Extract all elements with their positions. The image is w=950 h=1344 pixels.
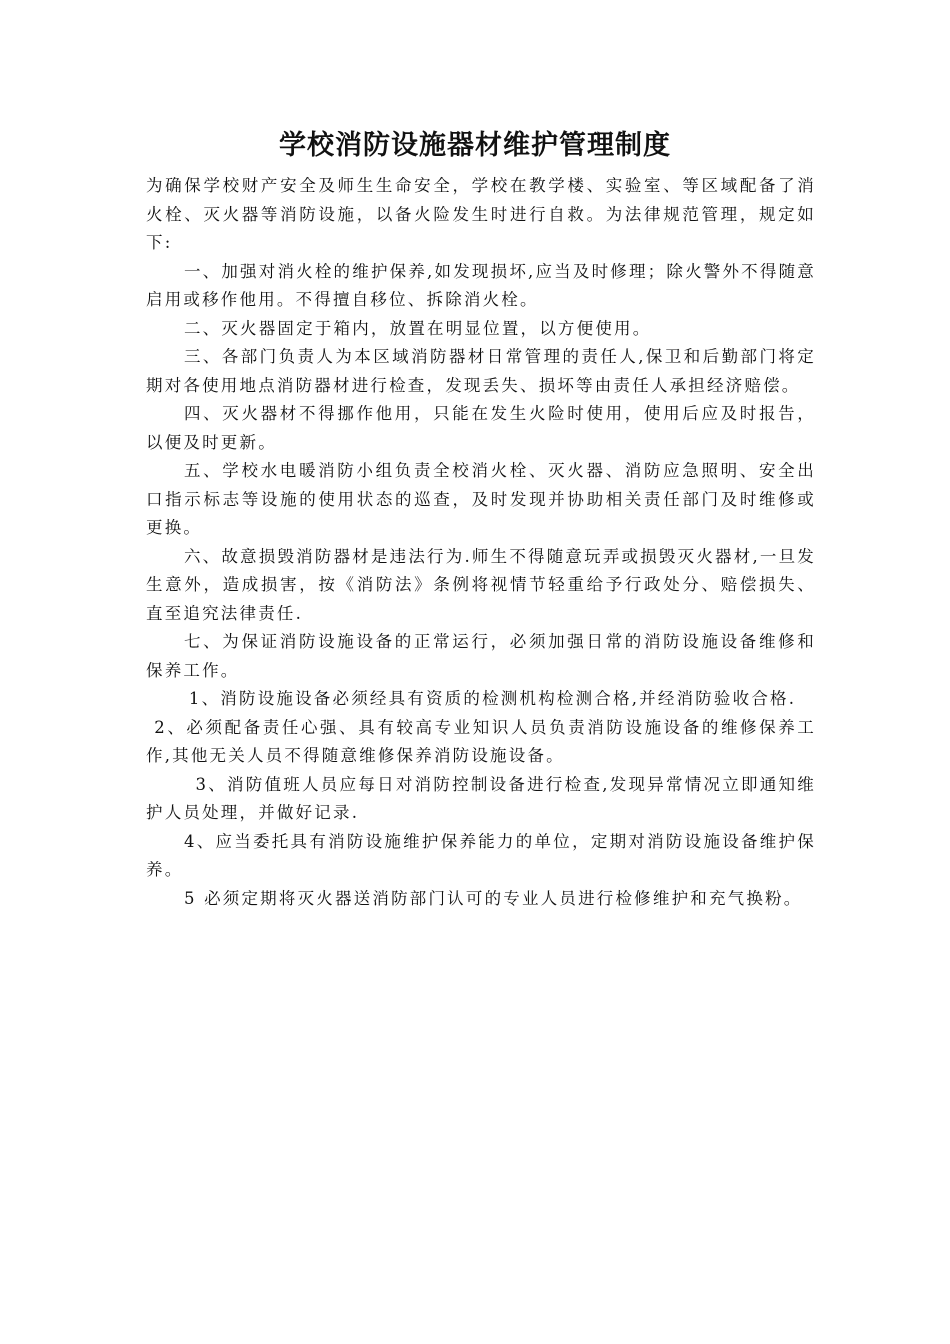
- sub-item-5: 5 必须定期将灭火器送消防部门认可的专业人员进行检修维护和充气换粉。: [183, 888, 803, 908]
- sub-item-3: 3、消防值班人员应每日对消防控制设备进行检查,发现异常情况立即通知维护人员处理，并做好记录.: [146, 774, 816, 822]
- rule-item-3: 三、各部门负责人为本区域消防器材日常管理的责任人,保卫和后勤部门将定期对各使用地点消防器材进行检查，发现丢失、损坏等由责任人承担经济赔偿。: [146, 347, 816, 395]
- document-body: [146, 172, 816, 913]
- rule-item-6: 六、故意损毁消防器材是违法行为.师生不得随意玩弄或损毁灭火器材,一旦发生意外，造成损害，按《消防法》条例将视情节轻重给予行政处分、赔偿损失、直至追究法律责任.: [146, 546, 816, 623]
- rule-item-2: 二、灭火器固定于箱内，放置在明显位置，以方便使用。: [183, 318, 652, 338]
- rule-item-4: 四、灭火器材不得挪作他用，只能在发生火险时使用，使用后应及时报告，以便及时更新。: [146, 404, 816, 452]
- rule-item-7: 七、为保证消防设施设备的正常运行，必须加强日常的消防设施设备维修和保养工作。: [146, 632, 816, 680]
- sub-item-1: 1、消防设施设备必须经具有资质的检测机构检测合格,并经消防验收合格.: [188, 689, 797, 708]
- intro-paragraph: 为确保学校财产安全及师生生命安全，学校在教学楼、实验室、等区域配备了消火栓、灭火器等消防设施，以备火险发生时进行自救。为法律规范管理，规定如下:: [146, 176, 816, 252]
- rule-item-5: 五、学校水电暖消防小组负责全校消火栓、灭火器、消防应急照明、安全出口指示标志等设施的使用状态的巡查，及时发现并协助相关责任部门及时维修或更换。: [146, 461, 816, 537]
- document-title: 学校消防设施器材维护管理制度: [279, 130, 671, 161]
- rule-item-1: 一、加强对消火栓的维护保养,如发现损坏,应当及时修理；除火警外不得随意启用或移作他用。不得擅自移位、拆除消火栓。: [146, 261, 816, 309]
- sub-item-4: 4、应当委托具有消防设施维护保养能力的单位，定期对消防设施设备维护保养。: [146, 831, 816, 879]
- sub-item-2: 2、必须配备责任心强、具有较高专业知识人员负责消防设施设备的维修保养工作,其他无关人员不得随意维修保养消防设施设备。: [146, 717, 816, 765]
